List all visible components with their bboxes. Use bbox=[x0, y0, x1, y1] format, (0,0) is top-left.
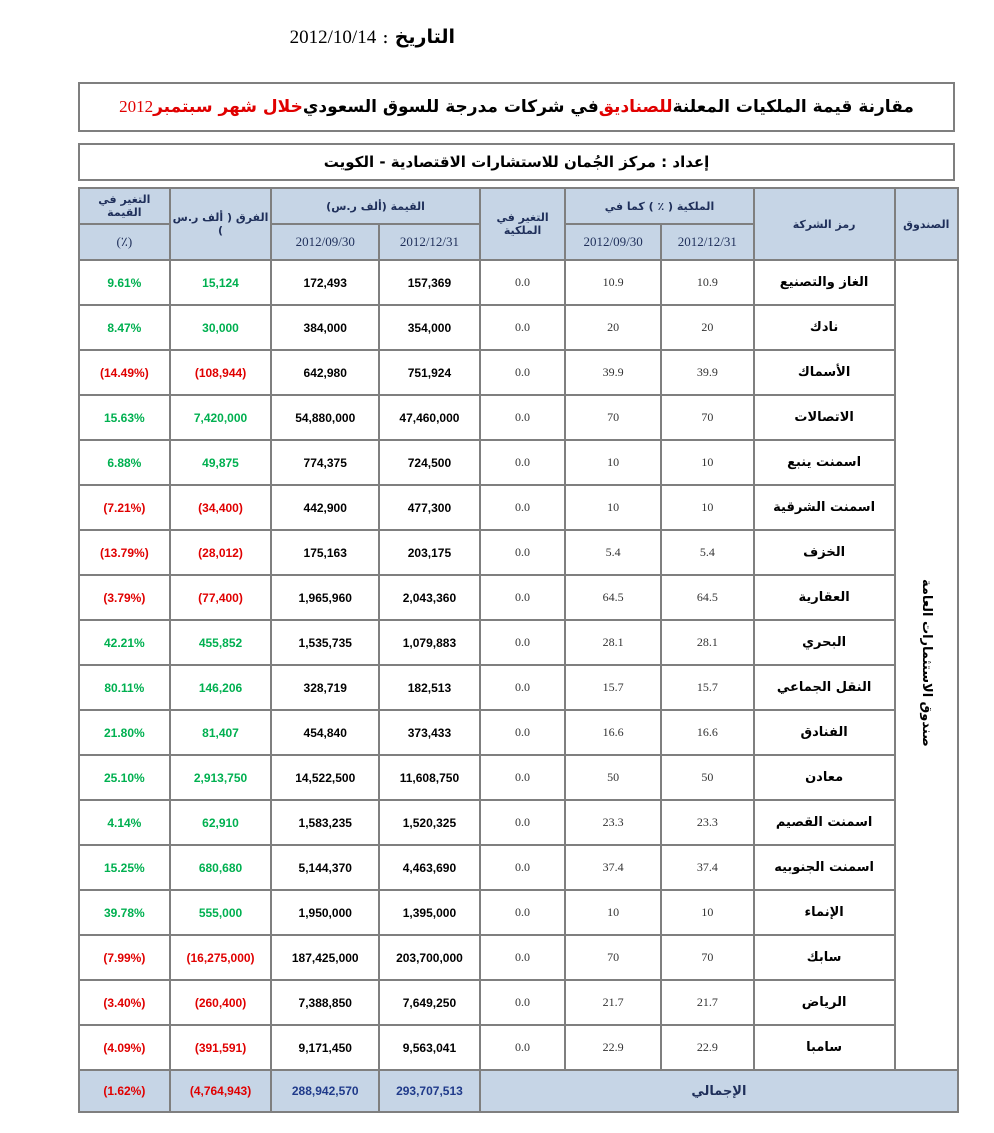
value-difference: 680,680 bbox=[170, 845, 272, 890]
ownership-change: 0.0 bbox=[480, 980, 566, 1025]
ownership-change: 0.0 bbox=[480, 395, 566, 440]
ownership-date-2: 37.4 bbox=[565, 845, 661, 890]
ownership-date-1: 37.4 bbox=[661, 845, 754, 890]
value-difference: (34,400) bbox=[170, 485, 272, 530]
table-row bbox=[79, 1025, 958, 1070]
value-date-1: 477,300 bbox=[379, 485, 480, 530]
ownership-date-1: 39.9 bbox=[661, 350, 754, 395]
total-value-date-2: 288,942,570 bbox=[271, 1070, 379, 1112]
prepared-by-text: إعداد : مركز الجُمان للاستشارات الاقتصادية - الكويت bbox=[323, 153, 710, 171]
ownership-change: 0.0 bbox=[480, 440, 566, 485]
ownership-date-1: 15.7 bbox=[661, 665, 754, 710]
value-date-1: 182,513 bbox=[379, 665, 480, 710]
value-change-percent: (3.40%) bbox=[79, 980, 170, 1025]
company-name: معادن bbox=[754, 755, 895, 800]
ownership-change: 0.0 bbox=[480, 800, 566, 845]
value-date-1: 203,700,000 bbox=[379, 935, 480, 980]
ownership-date-2: 22.9 bbox=[565, 1025, 661, 1070]
table-row bbox=[79, 890, 958, 935]
ownership-change: 0.0 bbox=[480, 620, 566, 665]
value-date-1: 9,563,041 bbox=[379, 1025, 480, 1070]
value-date-1: 7,649,250 bbox=[379, 980, 480, 1025]
total-difference: (4,764,943) bbox=[170, 1070, 272, 1112]
value-difference: 81,407 bbox=[170, 710, 272, 755]
date-value: 2012/10/14 bbox=[289, 27, 377, 48]
value-date-2: 774,375 bbox=[271, 440, 379, 485]
value-date-1: 1,079,883 bbox=[379, 620, 480, 665]
col-value-change-unit: (٪) bbox=[79, 224, 170, 260]
title-part-1: مقارنة قيمة الملكيات المعلنة bbox=[672, 97, 914, 117]
value-difference: 15,124 bbox=[170, 260, 272, 305]
prepared-by bbox=[78, 143, 955, 181]
value-date-2: 14,522,500 bbox=[271, 755, 379, 800]
value-difference: (77,400) bbox=[170, 575, 272, 620]
table-row bbox=[79, 845, 958, 890]
table-row bbox=[79, 350, 958, 395]
value-date-2: 642,980 bbox=[271, 350, 379, 395]
company-name: النقل الجماعي bbox=[754, 665, 895, 710]
table-row bbox=[79, 440, 958, 485]
value-change-percent: (7.99%) bbox=[79, 935, 170, 980]
table-body bbox=[79, 260, 958, 1112]
ownership-date-2: 10 bbox=[565, 890, 661, 935]
title-part-2: للصناديق bbox=[598, 97, 673, 117]
table-row bbox=[79, 305, 958, 350]
title-part-3: في شركات مدرجة للسوق السعودي bbox=[302, 97, 599, 117]
ownership-change: 0.0 bbox=[480, 530, 566, 575]
ownership-date-1: 28.1 bbox=[661, 620, 754, 665]
company-name: سابك bbox=[754, 935, 895, 980]
value-difference: (391,591) bbox=[170, 1025, 272, 1070]
ownership-date-2: 70 bbox=[565, 395, 661, 440]
company-name: الغاز والتصنيع bbox=[754, 260, 895, 305]
value-date-2: 328,719 bbox=[271, 665, 379, 710]
value-date-2: 1,950,000 bbox=[271, 890, 379, 935]
company-name: العقارية bbox=[754, 575, 895, 620]
col-difference: الفرق ( ألف ر.س ) bbox=[170, 188, 272, 260]
value-difference: 146,206 bbox=[170, 665, 272, 710]
value-difference: 30,000 bbox=[170, 305, 272, 350]
col-ownership-date-1: 2012/12/31 bbox=[661, 224, 754, 260]
value-change-percent: (14.49%) bbox=[79, 350, 170, 395]
company-name: اسمنت الشرقية bbox=[754, 485, 895, 530]
value-difference: (28,012) bbox=[170, 530, 272, 575]
ownership-change: 0.0 bbox=[480, 1025, 566, 1070]
col-ownership: الملكية ( ٪ ) كما في bbox=[565, 188, 753, 224]
value-change-percent: (4.09%) bbox=[79, 1025, 170, 1070]
company-name: اسمنت ينبع bbox=[754, 440, 895, 485]
value-change-percent: (13.79%) bbox=[79, 530, 170, 575]
ownership-change: 0.0 bbox=[480, 485, 566, 530]
ownership-change: 0.0 bbox=[480, 665, 566, 710]
col-ownership-change: التغير في الملكية bbox=[480, 188, 566, 260]
table-row bbox=[79, 395, 958, 440]
company-name: اسمنت الجنوبيه bbox=[754, 845, 895, 890]
value-change-percent: (3.79%) bbox=[79, 575, 170, 620]
company-name: الاتصالات bbox=[754, 395, 895, 440]
value-change-percent: 80.11% bbox=[79, 665, 170, 710]
ownership-date-2: 64.5 bbox=[565, 575, 661, 620]
company-name: الأسماك bbox=[754, 350, 895, 395]
value-date-1: 751,924 bbox=[379, 350, 480, 395]
ownership-date-1: 10 bbox=[661, 440, 754, 485]
value-date-1: 724,500 bbox=[379, 440, 480, 485]
ownership-date-1: 23.3 bbox=[661, 800, 754, 845]
value-date-1: 373,433 bbox=[379, 710, 480, 755]
ownership-date-2: 10.9 bbox=[565, 260, 661, 305]
ownership-date-1: 10 bbox=[661, 485, 754, 530]
value-change-percent: (7.21%) bbox=[79, 485, 170, 530]
company-name: سامبا bbox=[754, 1025, 895, 1070]
date-label: التاريخ bbox=[394, 26, 455, 48]
value-date-2: 172,493 bbox=[271, 260, 379, 305]
table-row bbox=[79, 800, 958, 845]
table-row bbox=[79, 575, 958, 620]
table-row bbox=[79, 530, 958, 575]
company-name: نادك bbox=[754, 305, 895, 350]
ownership-date-2: 5.4 bbox=[565, 530, 661, 575]
table-row bbox=[79, 665, 958, 710]
ownership-change: 0.0 bbox=[480, 260, 566, 305]
col-value-change: التغير في القيمة bbox=[79, 188, 170, 224]
ownership-date-1: 70 bbox=[661, 395, 754, 440]
ownership-date-1: 21.7 bbox=[661, 980, 754, 1025]
fund-name-cell bbox=[895, 260, 958, 1070]
table-row bbox=[79, 980, 958, 1025]
fund-name: صندوق الاستثمارات العامة bbox=[918, 579, 934, 747]
ownership-change: 0.0 bbox=[480, 305, 566, 350]
value-change-percent: 21.80% bbox=[79, 710, 170, 755]
value-change-percent: 6.88% bbox=[79, 440, 170, 485]
title-part-5: 2012 bbox=[119, 97, 154, 116]
value-date-2: 5,144,370 bbox=[271, 845, 379, 890]
value-difference: 555,000 bbox=[170, 890, 272, 935]
ownership-table bbox=[78, 187, 959, 1113]
col-fund: الصندوق bbox=[895, 188, 958, 260]
value-difference: (260,400) bbox=[170, 980, 272, 1025]
col-value-date-1: 2012/12/31 bbox=[379, 224, 480, 260]
ownership-change: 0.0 bbox=[480, 710, 566, 755]
company-name: الإنماء bbox=[754, 890, 895, 935]
ownership-date-1: 20 bbox=[661, 305, 754, 350]
value-date-2: 454,840 bbox=[271, 710, 379, 755]
value-date-2: 9,171,450 bbox=[271, 1025, 379, 1070]
ownership-date-2: 16.6 bbox=[565, 710, 661, 755]
ownership-date-1: 16.6 bbox=[661, 710, 754, 755]
value-date-2: 384,000 bbox=[271, 305, 379, 350]
value-change-percent: 15.63% bbox=[79, 395, 170, 440]
table-row bbox=[79, 935, 958, 980]
ownership-change: 0.0 bbox=[480, 575, 566, 620]
total-label: الإجمالي bbox=[480, 1070, 958, 1112]
ownership-date-1: 10 bbox=[661, 890, 754, 935]
value-difference: 2,913,750 bbox=[170, 755, 272, 800]
table-row bbox=[79, 260, 958, 305]
value-date-1: 4,463,690 bbox=[379, 845, 480, 890]
company-name: الرياض bbox=[754, 980, 895, 1025]
ownership-date-2: 21.7 bbox=[565, 980, 661, 1025]
value-difference: 62,910 bbox=[170, 800, 272, 845]
ownership-date-2: 50 bbox=[565, 755, 661, 800]
ownership-change: 0.0 bbox=[480, 755, 566, 800]
value-date-1: 47,460,000 bbox=[379, 395, 480, 440]
ownership-date-2: 10 bbox=[565, 485, 661, 530]
report-title bbox=[78, 82, 955, 132]
value-date-1: 1,395,000 bbox=[379, 890, 480, 935]
value-change-percent: 42.21% bbox=[79, 620, 170, 665]
value-date-2: 175,163 bbox=[271, 530, 379, 575]
company-name: الخزف bbox=[754, 530, 895, 575]
date-separator: : bbox=[376, 26, 395, 48]
col-ownership-date-2: 2012/09/30 bbox=[565, 224, 661, 260]
ownership-date-1: 22.9 bbox=[661, 1025, 754, 1070]
value-date-2: 1,535,735 bbox=[271, 620, 379, 665]
col-value-date-2: 2012/09/30 bbox=[271, 224, 379, 260]
value-date-1: 11,608,750 bbox=[379, 755, 480, 800]
ownership-date-1: 5.4 bbox=[661, 530, 754, 575]
value-difference: (108,944) bbox=[170, 350, 272, 395]
value-difference: 7,420,000 bbox=[170, 395, 272, 440]
company-name: الفنادق bbox=[754, 710, 895, 755]
company-name: البحري bbox=[754, 620, 895, 665]
total-change-percent: (1.62%) bbox=[79, 1070, 170, 1112]
ownership-date-2: 23.3 bbox=[565, 800, 661, 845]
value-date-1: 2,043,360 bbox=[379, 575, 480, 620]
title-part-4: خلال شهر سبتمبر bbox=[153, 97, 303, 117]
company-name: اسمنت القصيم bbox=[754, 800, 895, 845]
value-change-percent: 9.61% bbox=[79, 260, 170, 305]
ownership-change: 0.0 bbox=[480, 350, 566, 395]
table-row bbox=[79, 755, 958, 800]
value-change-percent: 25.10% bbox=[79, 755, 170, 800]
value-difference: 49,875 bbox=[170, 440, 272, 485]
value-change-percent: 4.14% bbox=[79, 800, 170, 845]
total-row bbox=[79, 1070, 958, 1112]
value-change-percent: 8.47% bbox=[79, 305, 170, 350]
ownership-date-2: 70 bbox=[565, 935, 661, 980]
ownership-date-1: 70 bbox=[661, 935, 754, 980]
value-date-2: 1,965,960 bbox=[271, 575, 379, 620]
ownership-date-2: 20 bbox=[565, 305, 661, 350]
value-difference: (16,275,000) bbox=[170, 935, 272, 980]
value-date-1: 1,520,325 bbox=[379, 800, 480, 845]
table-row bbox=[79, 710, 958, 755]
ownership-date-2: 10 bbox=[565, 440, 661, 485]
value-date-2: 7,388,850 bbox=[271, 980, 379, 1025]
ownership-change: 0.0 bbox=[480, 935, 566, 980]
ownership-date-1: 10.9 bbox=[661, 260, 754, 305]
ownership-date-1: 50 bbox=[661, 755, 754, 800]
table-row bbox=[79, 620, 958, 665]
value-change-percent: 15.25% bbox=[79, 845, 170, 890]
value-difference: 455,852 bbox=[170, 620, 272, 665]
ownership-date-2: 28.1 bbox=[565, 620, 661, 665]
ownership-change: 0.0 bbox=[480, 890, 566, 935]
value-date-2: 442,900 bbox=[271, 485, 379, 530]
ownership-date-1: 64.5 bbox=[661, 575, 754, 620]
ownership-change: 0.0 bbox=[480, 845, 566, 890]
col-value: القيمة (ألف ر.س) bbox=[271, 188, 479, 224]
value-date-1: 203,175 bbox=[379, 530, 480, 575]
report-date bbox=[155, 26, 455, 49]
total-value-date-1: 293,707,513 bbox=[379, 1070, 480, 1112]
value-date-1: 354,000 bbox=[379, 305, 480, 350]
table-row bbox=[79, 485, 958, 530]
ownership-date-2: 39.9 bbox=[565, 350, 661, 395]
value-change-percent: 39.78% bbox=[79, 890, 170, 935]
value-date-1: 157,369 bbox=[379, 260, 480, 305]
value-date-2: 187,425,000 bbox=[271, 935, 379, 980]
value-date-2: 1,583,235 bbox=[271, 800, 379, 845]
ownership-date-2: 15.7 bbox=[565, 665, 661, 710]
col-company: رمز الشركة bbox=[754, 188, 895, 260]
value-date-2: 54,880,000 bbox=[271, 395, 379, 440]
